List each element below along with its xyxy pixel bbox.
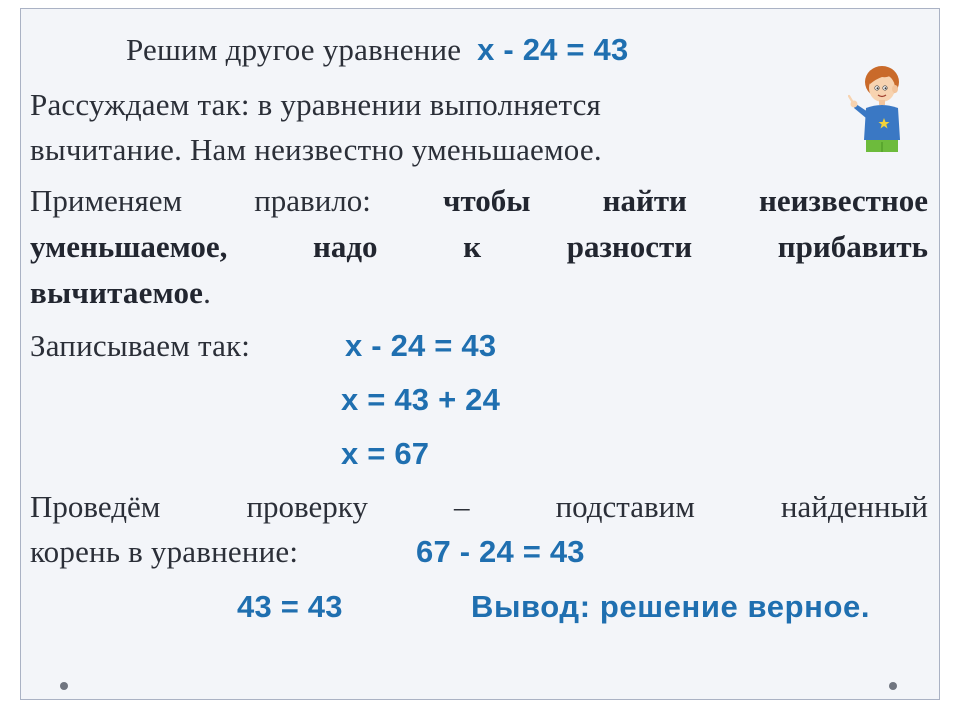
rule-word: надо xyxy=(313,229,378,264)
bullet-dot-left xyxy=(60,682,68,690)
rule-line-1 xyxy=(30,183,928,219)
rule-word: к xyxy=(463,229,482,264)
check-result: 43 = 43 xyxy=(237,589,343,624)
check-word: проверку xyxy=(246,489,368,524)
rule-word: найти xyxy=(602,183,687,218)
rule-line-2 xyxy=(30,229,928,265)
check-equation: 67 - 24 = 43 xyxy=(416,534,585,569)
rule-word: чтобы xyxy=(442,183,531,218)
title-equation: х - 24 = 43 xyxy=(477,32,629,67)
rule-line-3 xyxy=(30,275,211,311)
reasoning-line-1: Рассуждаем так: в уравнении выполняется xyxy=(30,87,602,122)
title-text: Решим другое уравнение xyxy=(126,32,462,67)
rule-word: прибавить xyxy=(777,229,928,264)
conclusion: Вывод: решение верное. xyxy=(471,589,871,624)
reasoning-line-2: вычитание. Нам неизвестно уменьшаемое. xyxy=(30,132,602,167)
slide-title xyxy=(126,32,628,68)
rule-word: уменьшаемое, xyxy=(30,229,228,264)
bullet-dot-right xyxy=(889,682,897,690)
solution-step-2: х = 43 + 24 xyxy=(341,382,501,417)
rule-word: неизвестное xyxy=(759,183,928,218)
check-word: – xyxy=(453,489,470,524)
rule-word: Применяем xyxy=(30,183,183,218)
boy-pointing-icon xyxy=(848,62,910,154)
check-word: найденный xyxy=(780,489,928,524)
rule-word: разности xyxy=(566,229,693,264)
solution-step-1: х - 24 = 43 xyxy=(345,328,497,363)
rule-period: . xyxy=(203,275,212,310)
check-line-2: корень в уравнение: xyxy=(30,534,299,569)
check-line-1 xyxy=(30,489,928,525)
check-word: подставим xyxy=(555,489,695,524)
rule-word: правило: xyxy=(254,183,371,218)
solution-label: Записываем так: xyxy=(30,328,251,363)
solution-step-3: х = 67 xyxy=(341,436,430,471)
check-word: Проведём xyxy=(30,489,161,524)
rule-word: вычитаемое xyxy=(30,275,204,310)
